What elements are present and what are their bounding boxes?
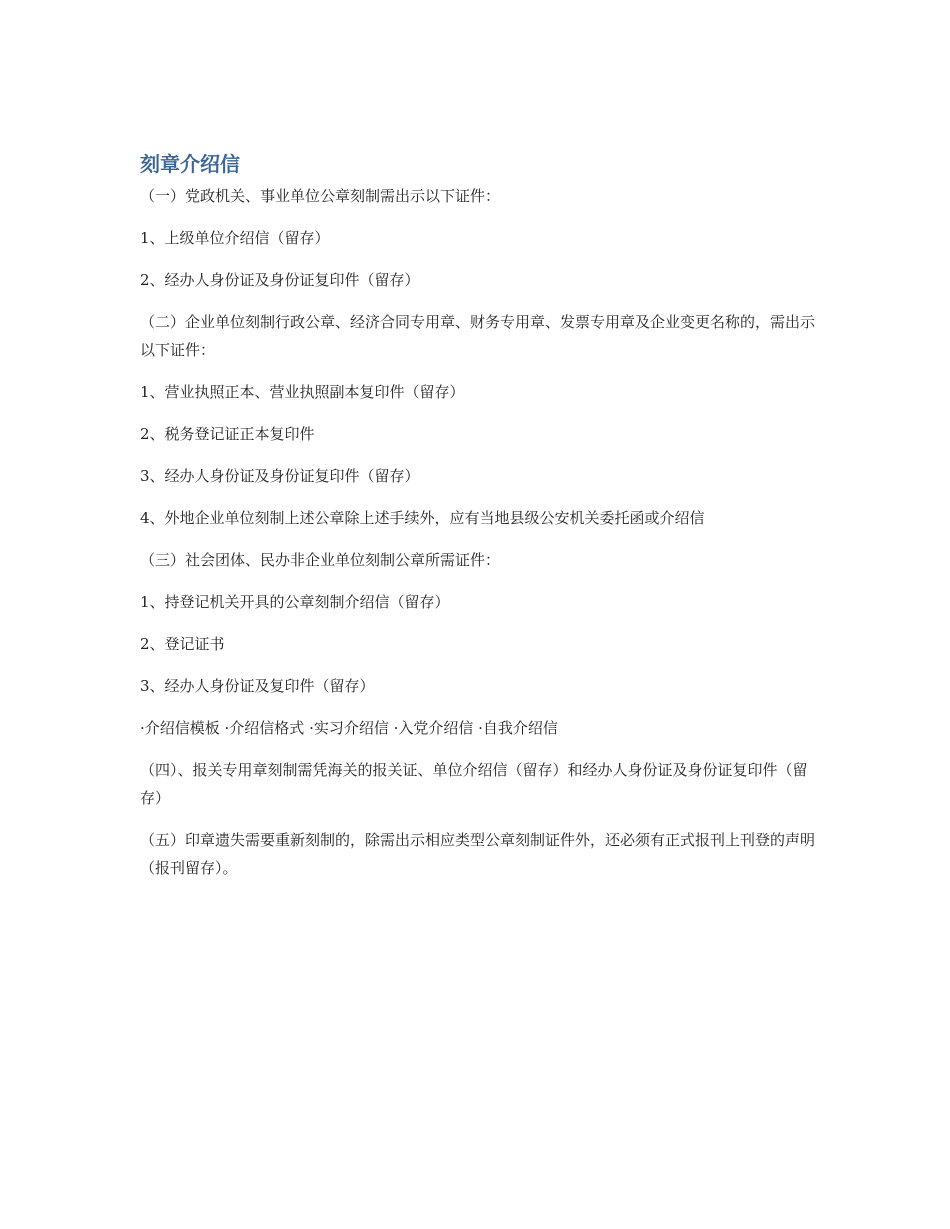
paragraph-section-2-intro: （二）企业单位刻制行政公章、经济合同专用章、财务专用章、发票专用章及企业变更名称的，需出示以下证件： [140, 313, 816, 359]
related-links-line: ·介绍信模板 ·介绍信格式 ·实习介绍信 ·入党介绍信 ·自我介绍信 [140, 719, 558, 737]
paragraph-section-3-item-2: 2、登记证书 [140, 635, 225, 653]
page-title: 刻章介绍信 [140, 152, 240, 176]
paragraph-section-5: （五）印章遗失需要重新刻制的，除需出示相应类型公章刻制证件外，还必须有正式报刊上刊登的声明（报刊留存）。 [140, 831, 816, 877]
paragraph-section-2-item-2: 2、税务登记证正本复印件 [140, 425, 315, 443]
paragraph-section-1-intro: （一）党政机关、事业单位公章刻制需出示以下证件： [140, 187, 501, 205]
paragraph-section-2-item-1: 1、营业执照正本、营业执照副本复印件（留存） [140, 383, 465, 401]
paragraph-section-3-item-3: 3、经办人身份证及复印件（留存） [140, 677, 375, 695]
paragraph-section-1-item-1: 1、上级单位介绍信（留存） [140, 229, 330, 247]
paragraph-section-1-item-2: 2、经办人身份证及身份证复印件（留存） [140, 271, 420, 289]
paragraph-section-4: （四）、报关专用章刻制需凭海关的报关证、单位介绍信（留存）和经办人身份证及身份证复印件（留存） [140, 761, 808, 807]
paragraph-section-2-item-4: 4、外地企业单位刻制上述公章除上述手续外，应有当地县级公安机关委托函或介绍信 [140, 509, 705, 527]
paragraph-section-2-item-3: 3、经办人身份证及身份证复印件（留存） [140, 467, 420, 485]
paragraph-section-3-item-1: 1、持登记机关开具的公章刻制介绍信（留存） [140, 593, 450, 611]
document-body [140, 150, 816, 896]
paragraph-section-3-intro: （三）社会团体、民办非企业单位刻制公章所需证件： [140, 551, 501, 569]
